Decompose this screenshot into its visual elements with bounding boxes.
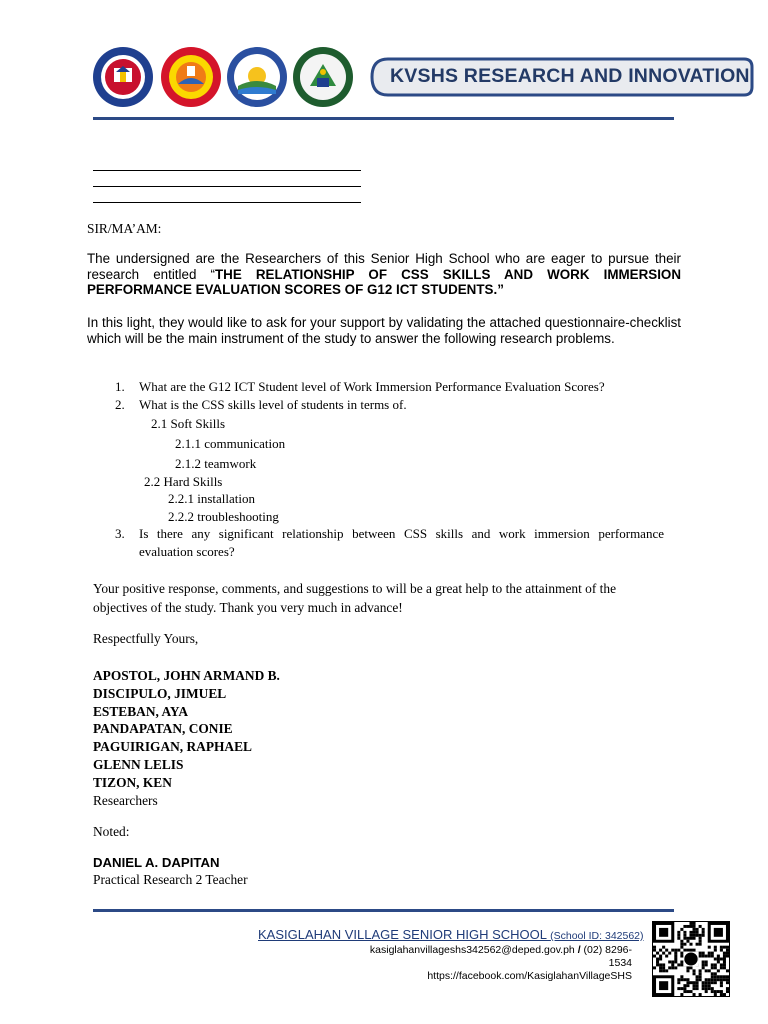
problem-number: 2. (115, 397, 125, 412)
researcher-list (93, 667, 280, 809)
phone: (02) 8296- (583, 944, 632, 956)
problem-2-2-1: 2.2.1 installation (168, 491, 256, 506)
researcher-name: APOSTOL, JOHN ARMAND B. (93, 668, 280, 683)
footer-divider (93, 909, 674, 912)
researcher-name: PAGUIRIGAN, RAPHAEL (93, 739, 252, 755)
deped-seal-icon (92, 46, 154, 108)
researchers-label: Researchers (93, 792, 158, 808)
problem-number: 1. (115, 379, 125, 394)
recipient-name-line (93, 170, 361, 171)
researcher-name: ESTEBAN, AYA (93, 703, 189, 719)
problem-2: What is the CSS skills level of students in terms of. (139, 397, 407, 412)
header-divider (93, 117, 674, 120)
closing-paragraph: Your positive response, comments, and suggestions to will be a great help to the attainment of the objectives of the study. Thank you very much in advance! (93, 581, 617, 615)
complimentary-close: Respectfully Yours, (93, 631, 199, 646)
recipient-office-line (93, 202, 361, 203)
researcher-name: TIZON, KEN (93, 774, 172, 790)
qr-code-icon (652, 921, 730, 997)
problem-2-2: 2.2 Hard Skills (144, 474, 223, 489)
problem-2-1: 2.1 Soft Skills (151, 416, 226, 431)
school-email[interactable]: kasiglahanvillageshs342562@deped.gov.ph (369, 944, 575, 956)
request-paragraph: In this light, they would like to ask for your support by validating the attached questionnaire-checklist which will be the main instrument of the study to answer the following research problems. (87, 315, 681, 346)
teacher-title: Practical Research 2 Teacher (93, 872, 248, 887)
facebook-link[interactable]: https://facebook.com/KasiglahanVillageSHS (427, 970, 632, 982)
problem-3-line-2: evaluation scores? (139, 544, 235, 559)
researcher-name: PANDAPATAN, CONIE (93, 721, 233, 737)
salutation: SIR/MA’AM: (87, 221, 162, 236)
contact-line: kasiglahanvillageshs342562@deped.gov.ph / (02) 8296- (369, 944, 632, 956)
problem-2-1-1: 2.1.1 communication (175, 436, 286, 451)
noted-label: Noted: (93, 824, 130, 839)
school-name[interactable]: KASIGLAHAN VILLAGE SENIOR HIGH SCHOOL (School ID: 342562) (258, 927, 644, 942)
banner-title: KVSHS RESEARCH AND INNOVATION (390, 65, 750, 87)
problem-2-2-2: 2.2.2 troubleshooting (168, 509, 279, 524)
problem-2-1-2: 2.1.2 teamwork (175, 456, 257, 471)
intro-paragraph: The undersigned are the Researchers of this Senior High School who are eager to pursue their research entitled “THE RELATIONSHIP OF CSS SKILLS AND WORK IMMERSION PERFORMANCE EVALUATION SCORES OF G12 ICT STUDENTS.” (87, 251, 681, 298)
recipient-position-line (93, 186, 361, 187)
phone-continued: 1534 (608, 957, 632, 969)
problem-1: What are the G12 ICT Student level of Work Immersion Performance Evaluation Scores? (139, 379, 605, 394)
header-banner (368, 57, 754, 97)
division-seal-icon (160, 46, 222, 108)
school-seal-icon (292, 46, 354, 108)
school-id: (School ID: 342562) (550, 930, 644, 942)
teacher-name: DANIEL A. DAPITAN (93, 855, 220, 870)
rizal-seal-icon (226, 46, 288, 108)
problem-number: 3. (115, 526, 125, 541)
researcher-name: GLENN LELIS (93, 756, 184, 772)
problem-3-line-1: Is there any significant relationship between CSS skills and work immersion performance (139, 526, 664, 541)
research-title: THE RELATIONSHIP OF CSS SKILLS AND WORK IMMERSION PERFORMANCE EVALUATION SCORES OF G12 ICT STUDENTS. (87, 266, 681, 298)
researcher-name: DISCIPULO, JIMUEL (93, 685, 227, 701)
